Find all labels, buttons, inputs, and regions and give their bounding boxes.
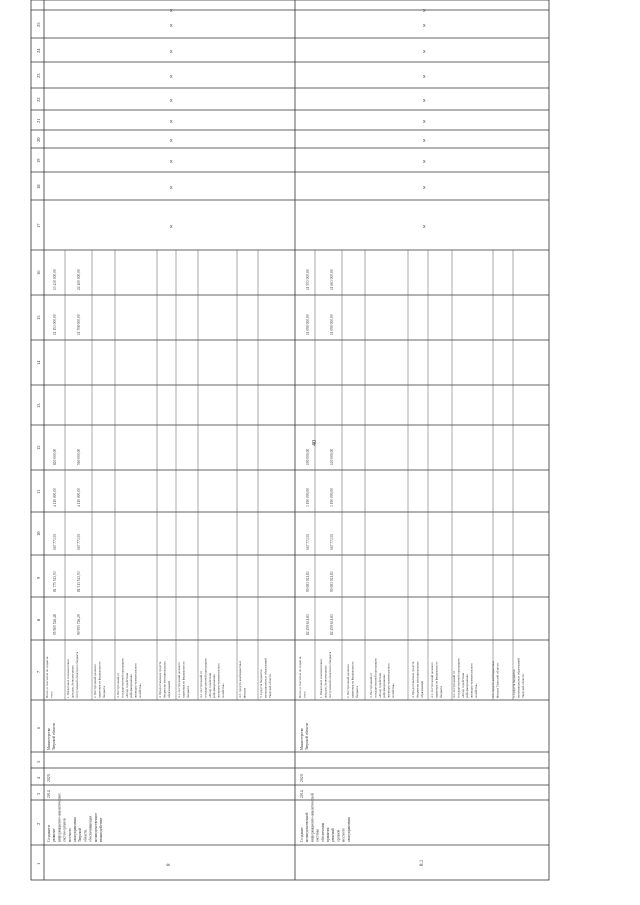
- not-applicable-mark: x: [423, 185, 426, 191]
- funding-source: 1. Налоговых и неналоговых: [319, 659, 323, 698]
- measure-name: обеспечивающих: [88, 815, 93, 842]
- funding-source: Тверской области: [267, 674, 272, 698]
- year-end: 2020: [47, 774, 51, 782]
- column-number: 15: [36, 315, 41, 320]
- column-number: 19: [36, 158, 41, 163]
- funding-source: хозяйства»: [391, 683, 395, 698]
- amount-col15: 22 400 000,00: [77, 269, 81, 290]
- measure-name: области,: [83, 829, 88, 842]
- measure-name: Тверской: [78, 828, 83, 842]
- measure-name: местного: [341, 827, 346, 842]
- funding-source: 4.1. поступлений целевого: [430, 662, 434, 698]
- amount-col11: 560 000,00: [77, 448, 81, 465]
- funding-source: «Фонд содействия: [460, 673, 465, 698]
- column-number: 20: [36, 137, 41, 142]
- subrow-lines: [65, 250, 513, 700]
- funding-source: реформированию: [212, 674, 217, 698]
- executor: Министерство: [300, 727, 304, 750]
- funding-source: реформированию: [465, 674, 470, 698]
- funding-source: характера из федерального: [97, 661, 102, 698]
- not-applicable-mark: x: [170, 23, 173, 29]
- column-number: 17: [36, 223, 41, 228]
- funding-source: муниципальных образований: [263, 658, 268, 698]
- not-applicable-mark: x: [170, 74, 173, 80]
- funding-source: 3. Поступлений от: [116, 672, 120, 698]
- funding-source: характера из федерального: [181, 661, 186, 698]
- funding-source: «Фонд содействия: [207, 673, 212, 698]
- measure-name: информационно-аналитической: [310, 793, 315, 842]
- amount-col15: 11 553 000,00: [306, 269, 310, 290]
- not-applicable-mark: x: [170, 49, 173, 55]
- funding-source: жилищно-коммунального: [469, 663, 474, 698]
- not-applicable-mark: x: [170, 224, 173, 230]
- funding-source: 4.2. поступлений от: [452, 671, 456, 698]
- funding-source: хозяйства»: [221, 683, 225, 698]
- not-applicable-mark: x: [423, 74, 426, 80]
- funding-source: счет:: [302, 691, 307, 698]
- funding-source: реформированию: [129, 674, 134, 698]
- funding-source: доходов, безвозмездных: [323, 665, 328, 698]
- funding-source: Тверской области: [520, 674, 525, 698]
- column-number: 25: [36, 22, 41, 27]
- funding-source: реформированию: [382, 674, 387, 698]
- column-number: 14: [36, 360, 41, 365]
- column-number: 16: [36, 270, 41, 275]
- column-number: 13: [36, 403, 41, 408]
- measure-name: принятия: [326, 827, 330, 842]
- measure-name: самоуправления: [73, 817, 77, 842]
- funding-source: счет:: [49, 691, 54, 698]
- amount-col8: 81 775 523,93: [53, 571, 57, 592]
- not-applicable-mark: x: [423, 23, 426, 29]
- funding-source: характера из федерального: [350, 661, 355, 698]
- amount-col10: 3 190 000,00: [330, 488, 334, 507]
- not-applicable-mark: x: [170, 185, 173, 191]
- funding-source: хозяйства»: [138, 683, 142, 698]
- column-number: 4: [36, 776, 41, 779]
- funding-source: бюджета: [438, 686, 443, 698]
- not-applicable-mark: x: [170, 8, 173, 14]
- funding-source: 5. Средств бюджетов: [259, 669, 263, 698]
- funding-source: образований: [419, 680, 424, 698]
- year-end: 2020: [300, 774, 304, 782]
- amount-col9: 167 773,93: [330, 533, 334, 550]
- page-number: 40: [312, 440, 318, 446]
- amount-col14: 11 708 000,00: [77, 314, 81, 335]
- measure-name: обеспечения: [320, 822, 325, 842]
- not-applicable-mark: x: [423, 8, 426, 14]
- amount-col15: 11 663 000,00: [330, 269, 334, 290]
- funding-source: государственной корпорации: [203, 658, 208, 698]
- funding-source: государственной корпорации: [120, 658, 125, 698]
- measure-name: системы: [315, 829, 320, 842]
- amount-col8: 90 083 921,83: [330, 571, 334, 592]
- funding-source: 5. Средств бюджетов: [512, 669, 516, 698]
- column-number: 6: [36, 726, 41, 729]
- amount-col14: 11 090 000,00: [330, 314, 334, 335]
- column-number: 2: [36, 822, 41, 825]
- amount-col14: 11 090 000,00: [306, 314, 310, 335]
- funding-source: бюджетам муниципальных: [415, 661, 420, 698]
- not-applicable-mark: x: [170, 98, 173, 104]
- funding-source: поступлений областного бюджета: [74, 651, 79, 698]
- column-number: 1: [36, 862, 41, 865]
- measure-name: информационно-аналитических: [57, 793, 62, 842]
- funding-source: фондов: [242, 687, 247, 698]
- measure-name: межведомственной: [305, 812, 310, 842]
- executor: Тверской области: [305, 723, 310, 750]
- not-applicable-mark: x: [423, 224, 426, 230]
- column-number: 7: [36, 670, 41, 673]
- not-applicable-mark: x: [423, 49, 426, 55]
- funding-source: 4. Предоставление средств: [411, 661, 415, 698]
- amount-col7: 90 955 726,29: [77, 614, 81, 635]
- funding-source: муниципальных образований: [516, 658, 521, 698]
- column-number: 23: [36, 73, 41, 78]
- column-number: 5: [36, 760, 41, 763]
- funding-source: жилищно-коммунального: [216, 663, 221, 698]
- amount-col10: 3 190 000,00: [306, 488, 310, 507]
- column-number: 12: [36, 445, 41, 450]
- executor: Тверской области: [52, 723, 57, 750]
- measure-name: развитие: [52, 828, 57, 842]
- amount-col9: 167 773,93: [53, 533, 57, 550]
- funding-source: характера из федерального: [434, 661, 439, 698]
- funding-source: бюджета: [101, 686, 106, 698]
- amount-col11: 120 000,00: [330, 448, 334, 465]
- funding-source: бюджетам муниципальных: [162, 661, 167, 698]
- funding-source: бюджета: [185, 686, 190, 698]
- measure-name: систем органов: [62, 818, 67, 842]
- column-number: 9: [36, 576, 41, 579]
- executor: Министерство: [47, 727, 51, 750]
- funding-source: 3. Поступлений от: [369, 672, 373, 698]
- column-number: 11: [36, 489, 41, 494]
- funding-source: образований: [166, 680, 171, 698]
- amount-col7: 82 459 631,83: [306, 614, 310, 635]
- year-start: 2014: [300, 790, 304, 798]
- amount-col10: 4 110 000,00: [77, 488, 81, 507]
- amount-col7: 95 965 526,48: [53, 614, 57, 635]
- year-start: 2014: [47, 790, 51, 798]
- amount-col11: 820 000,00: [53, 448, 57, 465]
- row-id: 8.1: [420, 859, 425, 866]
- measure-name: Создание и: [47, 824, 51, 842]
- table-border: [31, 0, 549, 880]
- column-boundaries: [31, 10, 549, 845]
- not-applicable-mark: x: [170, 119, 173, 125]
- funding-source: 1. Налоговых и неналоговых: [66, 659, 70, 698]
- amount-col10: 4 110 000,00: [53, 488, 57, 507]
- amount-col7: 82 459 631,83: [330, 614, 334, 635]
- amount-col11: 190 000,00: [306, 448, 310, 465]
- table-row: [45, 8, 272, 866]
- amount-col9: 167 773,93: [306, 533, 310, 550]
- table-row: [298, 8, 525, 866]
- measure-name: взаимодействие: [99, 817, 103, 842]
- row-boundaries: [44, 0, 295, 880]
- not-applicable-mark: x: [423, 159, 426, 165]
- funding-source: 4.1. поступлений целевого: [177, 662, 181, 698]
- column-number: 3: [36, 792, 41, 795]
- column-number: 18: [36, 184, 41, 189]
- funding-source: «Фонд содействия: [377, 673, 382, 698]
- not-applicable-mark: x: [423, 119, 426, 125]
- measure-name: самоуправления: [346, 817, 351, 842]
- funding-source: государственной корпорации: [456, 658, 461, 698]
- funding-source: 2. Поступлений целевого: [346, 663, 350, 698]
- row-id: 8: [167, 863, 172, 866]
- funding-source: 4.3. средств внебюджетных: [491, 660, 495, 698]
- measure-name: межведомственное: [93, 812, 98, 842]
- funding-source: «Фонд содействия: [124, 673, 129, 698]
- column-number: 24: [36, 48, 41, 53]
- amount-col8: 90 083 921,83: [306, 571, 310, 592]
- column-number: 10: [36, 531, 41, 536]
- funding-source: 4.3. средств внебюджетных: [238, 660, 242, 698]
- amount-col9: 167 773,93: [77, 533, 81, 550]
- column-number: 22: [36, 97, 41, 102]
- funding-source: жилищно-коммунального: [386, 663, 391, 698]
- funding-source: 4.2. поступлений от: [199, 671, 203, 698]
- funding-source: доходов, безвозмездных: [70, 665, 75, 698]
- not-applicable-mark: x: [423, 138, 426, 144]
- measure-name: органов: [336, 829, 341, 842]
- measure-name: Создание: [300, 827, 304, 842]
- not-applicable-mark: x: [170, 159, 173, 165]
- funding-source: 4. Предоставление средств: [158, 661, 162, 698]
- funding-source: Всего, в том числе по годам за: [45, 656, 49, 698]
- amount-col8: 81 513 523,93: [77, 571, 81, 592]
- funding-source: Всего, в том числе по годам за: [298, 656, 302, 698]
- funding-source: государственной корпорации: [373, 658, 378, 698]
- measure-name: решений: [331, 828, 336, 842]
- measure-name: местного: [67, 827, 72, 842]
- funding-source: бюджета: [354, 686, 359, 698]
- amount-col15: 13 430 000,00: [53, 269, 57, 290]
- funding-source: фондов Тверской области: [495, 663, 500, 698]
- column-number: 21: [36, 118, 41, 123]
- amount-col14: 11 153 000,00: [53, 314, 57, 335]
- funding-source: 2. Поступлений целевого: [93, 663, 97, 698]
- not-applicable-mark: x: [423, 98, 426, 104]
- funding-source: жилищно-коммунального: [133, 663, 138, 698]
- funding-source: хозяйства»: [474, 683, 478, 698]
- funding-source: поступлений областного бюджета: [327, 651, 332, 698]
- column-number: 8: [36, 618, 41, 621]
- not-applicable-mark: x: [170, 138, 173, 144]
